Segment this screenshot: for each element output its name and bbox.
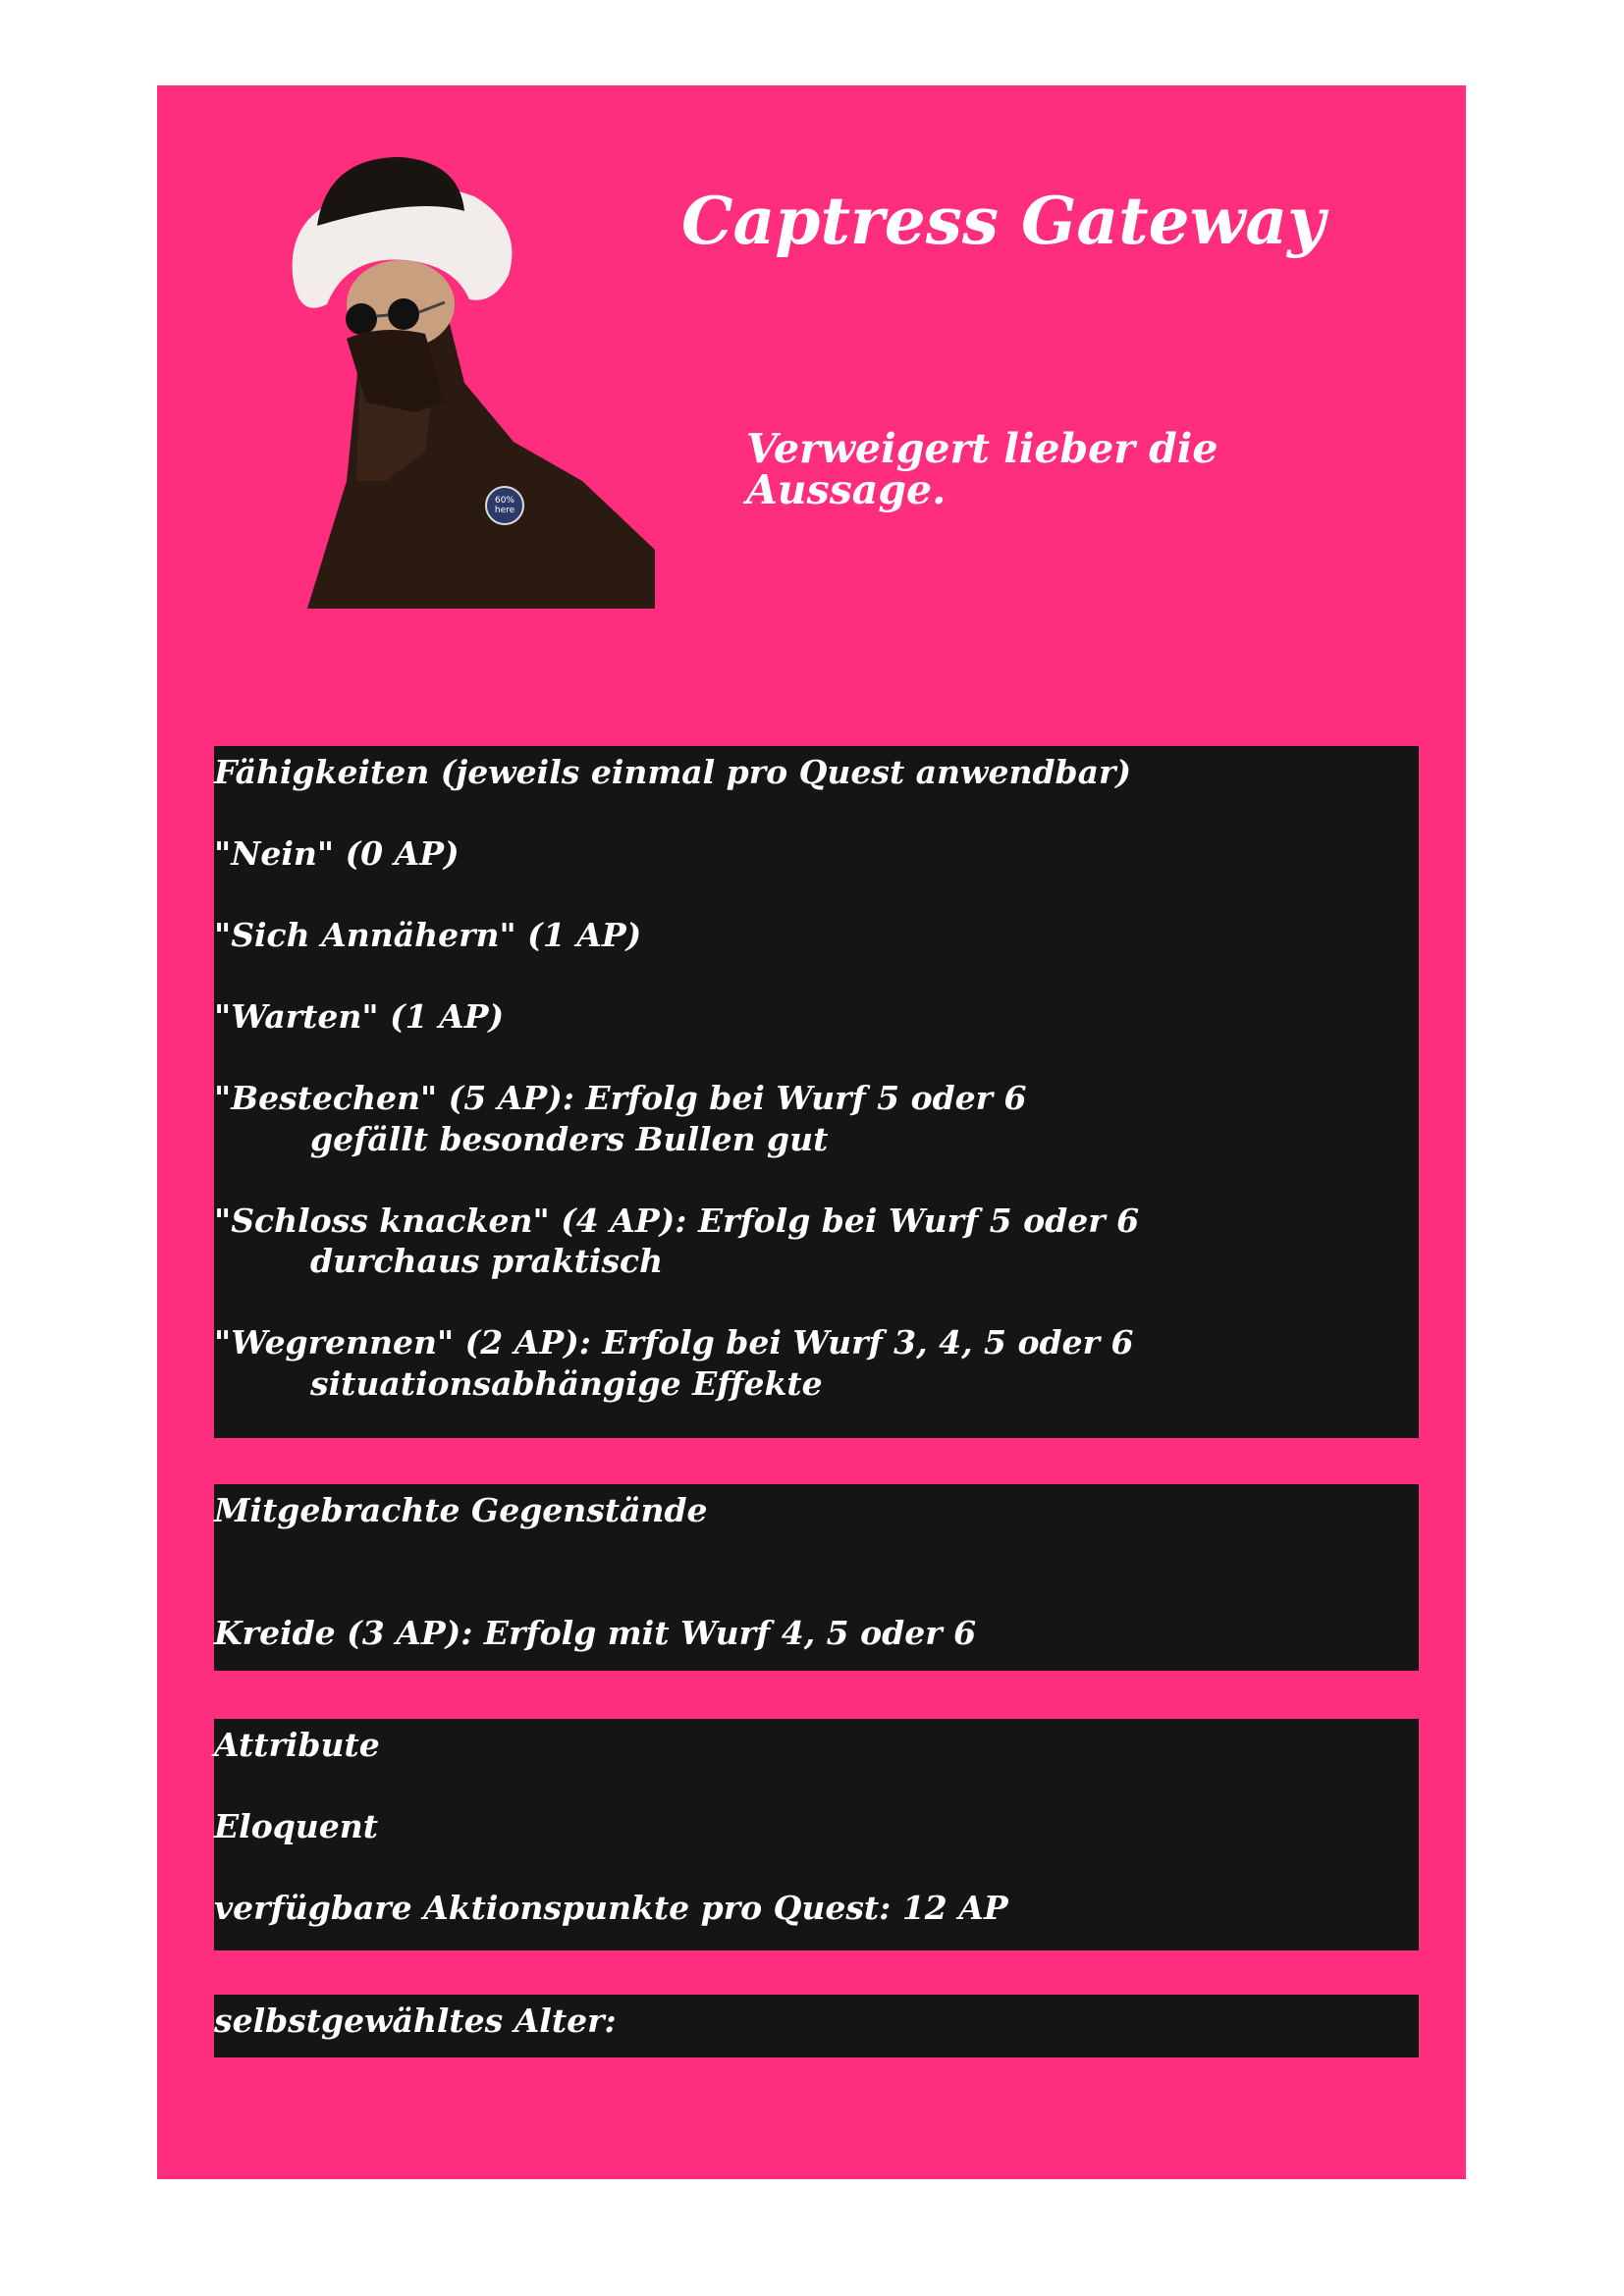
- attributes-box: [214, 1719, 1419, 1950]
- ability-item: "Warten" (1 AP): [214, 997, 505, 1036]
- badge-text: 60% here: [494, 496, 515, 515]
- action-points: verfügbare Aktionspunkte pro Quest: 12 AP: [214, 1889, 1008, 1927]
- items-heading: Mitgebrachte Gegenstände: [214, 1491, 708, 1529]
- age-box: [214, 1995, 1419, 2057]
- ability-item: "Wegrennen" (2 AP): Erfolg bei Wurf 3, 4, 5 oder 6: [214, 1323, 1134, 1362]
- character-name: Captress Gateway: [681, 183, 1326, 259]
- ability-item: "Nein" (0 AP): [214, 834, 460, 873]
- ability-note: situationsabhängige Effekte: [310, 1363, 823, 1403]
- ability-note: durchaus praktisch: [310, 1242, 664, 1280]
- attribute-entry: Eloquent: [214, 1807, 378, 1845]
- ability-item: "Sich Annähern" (1 AP): [214, 916, 642, 954]
- items-box: [214, 1484, 1419, 1671]
- ability-item: "Schloss knacken" (4 AP): Erfolg bei Wurf 5 oder 6: [214, 1201, 1140, 1240]
- abilities-heading: Fähigkeiten (jeweils einmal pro Quest anwendbar): [214, 753, 1131, 791]
- attributes-heading: Attribute: [214, 1726, 380, 1764]
- age-label: selbstgewähltes Alter:: [214, 2002, 617, 2040]
- ability-item: "Bestechen" (5 AP): Erfolg bei Wurf 5 oder 6: [214, 1079, 1027, 1117]
- character-tagline: Verweigert lieber die Aussage.: [746, 425, 1218, 513]
- ability-note: gefällt besonders Bullen gut: [310, 1119, 829, 1158]
- item-entry: Kreide (3 AP): Erfolg mit Wurf 4, 5 oder 6: [214, 1613, 977, 1652]
- abilities-box: [214, 746, 1419, 1438]
- character-photo: [288, 157, 655, 609]
